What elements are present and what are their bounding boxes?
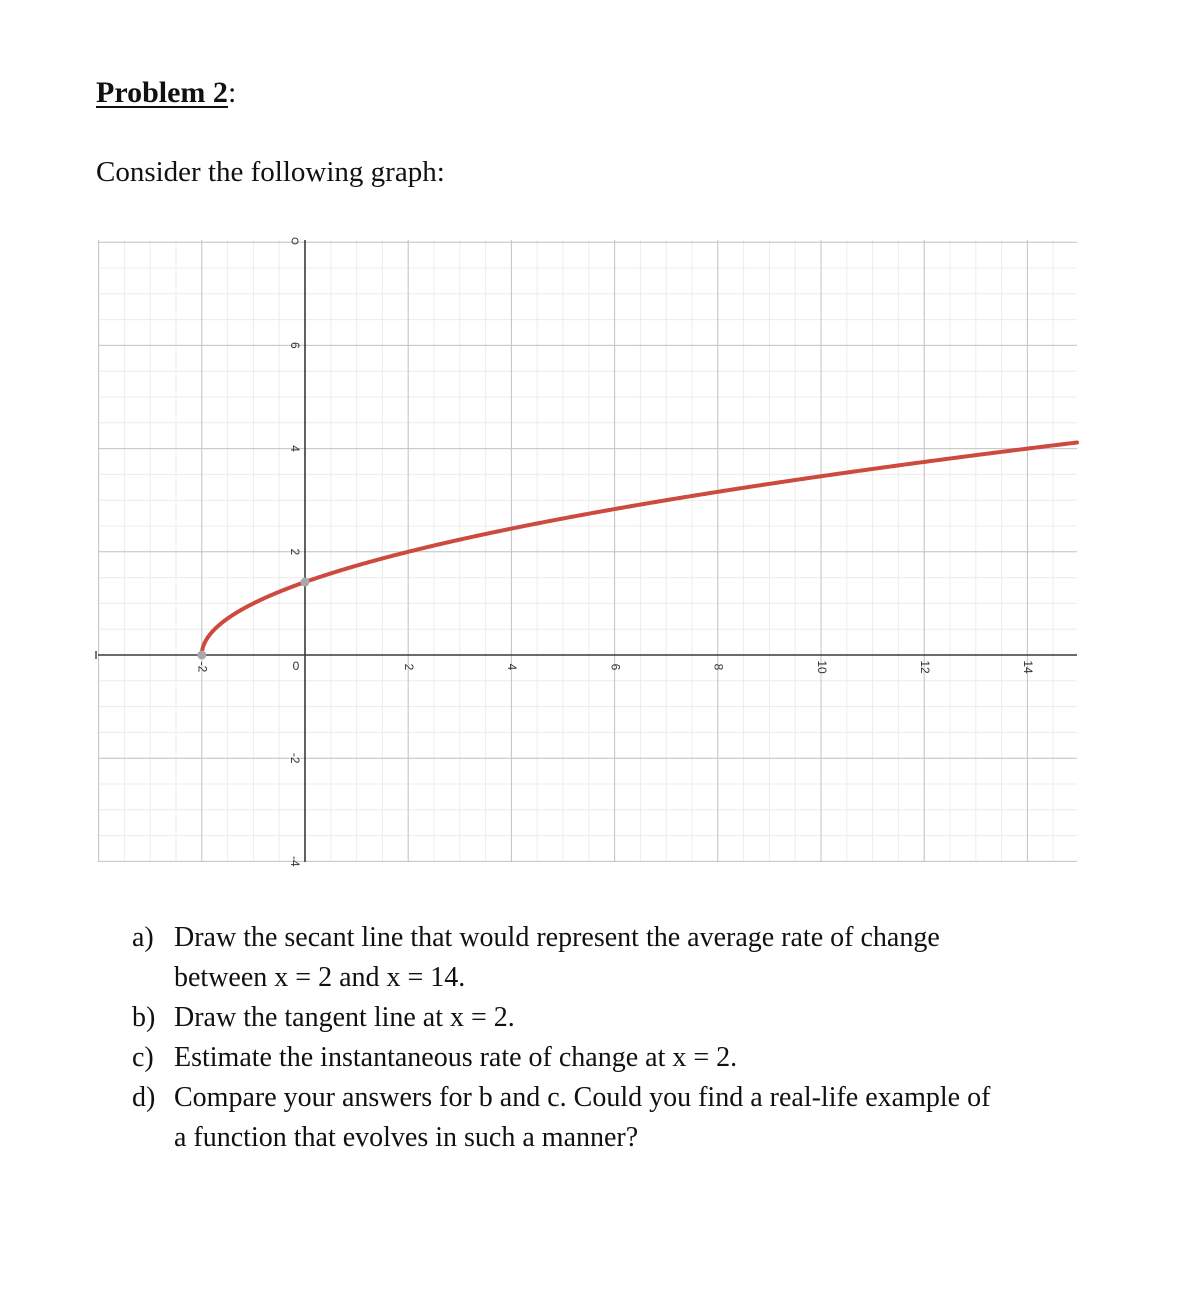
x-tick-label: 4 <box>505 663 520 671</box>
x-tick-label: 6 <box>608 663 623 671</box>
axes <box>96 238 1077 862</box>
question-letter: d) <box>132 1082 156 1113</box>
y-tick-label: 2 <box>287 548 302 556</box>
y-axis-tick-fragment <box>292 238 298 244</box>
x-tick-label: 8 <box>711 663 726 671</box>
question-text-line: Estimate the instantaneous rate of change at x = 2. <box>174 1042 738 1073</box>
question-c <box>132 1038 1092 1078</box>
y-tick-labels <box>288 342 302 867</box>
x-tick-label: 14 <box>1021 660 1036 674</box>
question-d <box>132 1078 1092 1158</box>
x-tick-label: 0 <box>292 659 300 674</box>
major-gridlines <box>98 240 1077 862</box>
x-tick-label: 10 <box>814 660 829 674</box>
question-text-line: Draw the secant line that would represent the average rate of change <box>174 922 940 953</box>
y-tick-label: -2 <box>287 752 302 764</box>
question-letter: b) <box>132 1002 156 1033</box>
question-letter: c) <box>132 1042 154 1073</box>
question-text-line: Compare your answers for b and c. Could you find a real-life example of <box>174 1082 991 1113</box>
x-tick-label: 12 <box>918 660 933 674</box>
x-tick-labels <box>196 659 1036 674</box>
y-tick-label: 6 <box>287 342 302 349</box>
y-tick-label: -4 <box>287 856 302 867</box>
question-text-line: between x = 2 and x = 14. <box>174 962 466 993</box>
question-b <box>132 998 1092 1038</box>
question-letter: a) <box>132 922 154 953</box>
highlighted-point <box>197 651 206 660</box>
question-text-line: a function that evolves in such a manner? <box>174 1122 639 1153</box>
minor-gridlines <box>98 240 1077 862</box>
question-a <box>132 918 1092 998</box>
question-list <box>132 918 1092 1158</box>
x-tick-label: 2 <box>402 663 417 671</box>
problem-title: Problem 2 <box>96 76 228 109</box>
intro-text: Consider the following graph: <box>96 156 445 188</box>
y-tick-label: 4 <box>287 445 302 452</box>
problem-title-colon: : <box>227 76 237 109</box>
x-tick-label: -2 <box>195 661 210 673</box>
highlighted-point <box>301 578 310 587</box>
question-text-line: Draw the tangent line at x = 2. <box>174 1002 515 1033</box>
